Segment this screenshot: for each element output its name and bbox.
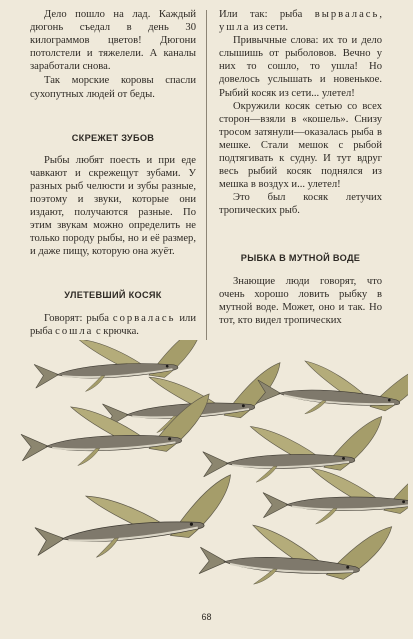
text-run: из сети.	[250, 22, 289, 34]
right-column	[219, 8, 382, 327]
column-divider	[206, 10, 207, 340]
text-run: Или так: рыба	[219, 9, 315, 20]
text-run: ,	[379, 9, 382, 20]
emphasized-word: вырвалась	[314, 9, 380, 20]
paragraph: Дело пошло на лад. Каждый дюгонь съедал в день 30 килограммов цветов! Дюгони потолстели и тяжелели. А каналы заработали снова.	[30, 9, 196, 73]
paragraph: Окружили косяк сетью со всех сторон—взяли в «кошель». Снизу тросом затянули—оказалась рыба в мешке. Стали мешок с рыбой подтягивать к судну. И тут вдруг весь рыбий косяк поднялся из мешка в воздух и... улетел!	[219, 100, 382, 191]
paragraph: Рыбы любят поесть и при еде чавкают и скрежещут зубами. У разных рыб челюсти и зубы разные, поэтому и звуки, которые они издают, получаются разные. По этим звукам можно определить не только породу рыбы, но и её размер, и даже пищу, которую она жуёт.	[30, 154, 196, 258]
paragraph: Привычные слова: их то и дело слышишь от рыболовов. Вечно у них то сошло, то ушла! Но довелось услышать и новенькое. Рыбий косяк из сети... улетел!	[219, 35, 382, 99]
section-heading: УЛЕТЕВШИЙ КОСЯК	[64, 289, 162, 300]
paragraph	[30, 312, 196, 338]
left-column	[30, 8, 196, 338]
paragraph: Так морские коровы спасли сухопутных людей от беды.	[30, 75, 196, 100]
paragraph: Это был косяк летучих тропических рыб.	[219, 192, 382, 217]
emphasized-word: сорвалась	[112, 312, 176, 324]
flying-fish-illustration	[18, 340, 408, 610]
page-number: 68	[201, 612, 212, 622]
emphasized-word: ушла	[219, 22, 251, 34]
section-heading: СКРЕЖЕТ ЗУБОВ	[71, 132, 155, 143]
text-run: с крючка.	[93, 325, 139, 337]
paragraph: Знающие люди говорят, что очень хорошо ловить рыбку в мутной воде. Может, оно и так. Но тот, кто видел тропических	[219, 275, 382, 326]
paragraph	[219, 8, 382, 34]
emphasized-word: сошла	[55, 325, 94, 337]
text-run: или рыба	[30, 312, 197, 337]
text-run: Говорят: рыба	[44, 312, 113, 324]
section-heading: РЫБКА В МУТНОЙ ВОДЕ	[240, 252, 361, 263]
